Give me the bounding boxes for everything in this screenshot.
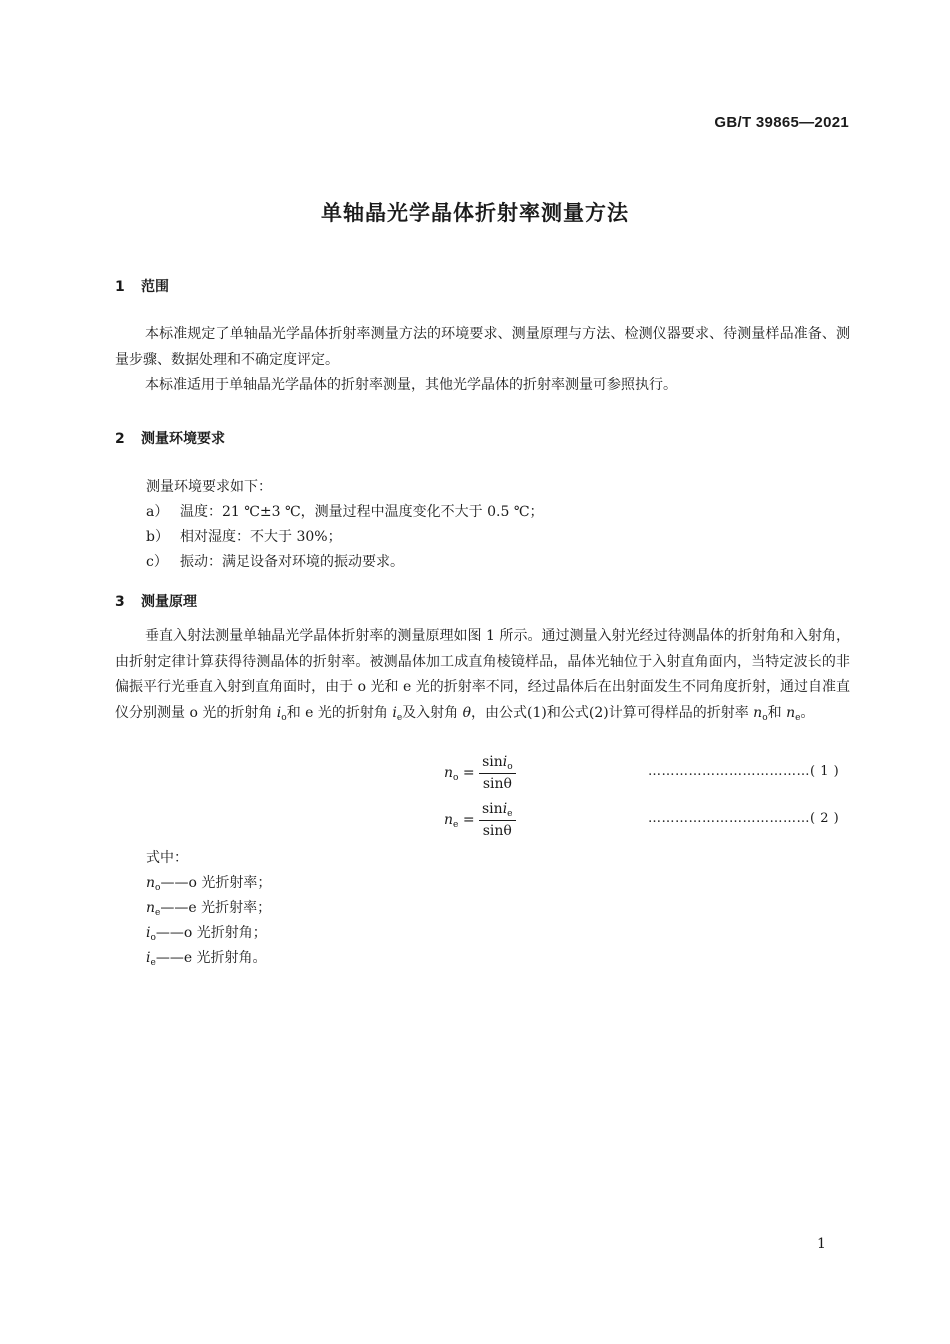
formula-lhs-sub: o [453, 773, 459, 783]
formula-lhs-var: n [444, 812, 454, 828]
num-sub: e [507, 809, 513, 819]
list-item-text: 温度：21 ℃±3 ℃，测量过程中温度变化不大于 0.5 ℃； [180, 504, 544, 520]
leader-dots: ……………………………… [648, 764, 810, 779]
equation-number: ( 1 ) [810, 764, 840, 779]
def-sub: o [150, 933, 156, 943]
formula-lhs-var: n [444, 765, 454, 781]
def-text: ——o 光折射角； [155, 925, 267, 941]
numerator [479, 801, 516, 821]
section-2-heading [115, 428, 225, 448]
page-number: 1 [817, 1236, 826, 1252]
list-item-label: c） [146, 554, 168, 570]
section-title: 测量原理 [141, 594, 197, 610]
num-var: i [502, 754, 508, 770]
subscript-o: o [281, 712, 287, 723]
def-var: i [146, 925, 151, 941]
def-sub: o [155, 883, 161, 893]
num-var: i [502, 801, 508, 817]
section-title: 范围 [141, 279, 169, 295]
denominator: sinθ [482, 776, 512, 792]
formula-2-leader [648, 811, 850, 826]
fn-sin: sin [482, 801, 503, 817]
symbol-i: i [276, 704, 282, 721]
paragraph-text: 垂直入射法测量单轴晶光学晶体折射率的测量原理如图 1 所示。通过测量入射光经过待测晶体的折射角和入射角，由折射定律计算获得待测晶体的折射率。被测晶体加工成直角棱镜样品，晶体光轴位于入射直角面内，当特定波长的非偏振平行光垂直入射到直角面时，由于 o 光和 e 光的折射率不同，经过晶体后在出射面发生不同角度折射，通过自准直仪分别测量 o 光的折射角 [115, 628, 850, 721]
section-title: 测量环境要求 [141, 431, 225, 447]
section-1-heading [115, 276, 169, 296]
def-sub: e [150, 958, 156, 968]
list-item [146, 525, 342, 550]
section-3-paragraph [115, 624, 850, 731]
equals-sign: = [462, 765, 475, 781]
list-item-text: 相对湿度：不大于 30%； [180, 529, 342, 545]
list-item-label: a） [146, 504, 169, 520]
subscript-e: e [795, 712, 801, 723]
subscript-o: o [762, 712, 768, 723]
section-3-heading [115, 591, 197, 611]
definition-item [146, 946, 267, 976]
fraction [479, 754, 516, 792]
def-var: n [146, 875, 156, 891]
symbol-n: n [753, 704, 763, 721]
standard-code: GB/T 39865—2021 [714, 114, 849, 131]
paragraph-text: ，由公式(1)和公式(2)计算可得样品的折射率 [471, 704, 754, 721]
section-number: 1 [115, 279, 125, 295]
formula-1 [444, 754, 516, 792]
def-sub: e [155, 908, 161, 918]
symbol-i: i [392, 704, 397, 721]
where-label: 式中： [146, 850, 188, 866]
def-var: n [146, 900, 156, 916]
fn-sin: sin [482, 754, 503, 770]
section-1-paragraph: 本标准适用于单轴晶光学晶体的折射率测量，其他光学晶体的折射率测量可参照执行。 [145, 377, 677, 393]
formula-2 [444, 801, 516, 839]
formula-lhs-sub: e [453, 820, 459, 830]
section-number: 3 [115, 594, 125, 610]
list-item [146, 550, 404, 575]
paragraph-text: 及入射角 [402, 704, 463, 721]
numerator [479, 754, 516, 774]
def-text: ——e 光折射角。 [155, 950, 267, 966]
paragraph-text: 。 [800, 704, 815, 721]
def-text: ——e 光折射率； [160, 900, 272, 916]
paragraph-text: 和 [767, 704, 787, 721]
formula-1-leader [648, 764, 850, 779]
def-text: ——o 光折射率； [160, 875, 272, 891]
num-sub: o [507, 762, 513, 772]
symbol-n: n [786, 704, 796, 721]
section-2-intro: 测量环境要求如下： [146, 479, 272, 495]
equation-number: ( 2 ) [810, 811, 840, 826]
list-item-label: b） [146, 529, 169, 545]
subscript-e: e [396, 712, 403, 723]
equals-sign: = [462, 812, 475, 828]
section-number: 2 [115, 431, 125, 447]
list-item [146, 500, 544, 525]
leader-dots: ……………………………… [648, 811, 810, 826]
list-item-text: 振动：满足设备对环境的振动要求。 [180, 554, 404, 570]
denominator: sinθ [482, 823, 512, 839]
fraction [479, 801, 516, 839]
document-title: 单轴晶光学晶体折射率测量方法 [321, 201, 629, 225]
symbol-theta: θ [462, 704, 472, 721]
section-1-paragraph: 本标准规定了单轴晶光学晶体折射率测量方法的环境要求、测量原理与方法、检测仪器要求、待测量样品准备、测量步骤、数据处理和不确定度评定。 [115, 326, 850, 368]
def-var: i [146, 950, 151, 966]
paragraph-text: 和 e 光的折射角 [286, 704, 393, 721]
